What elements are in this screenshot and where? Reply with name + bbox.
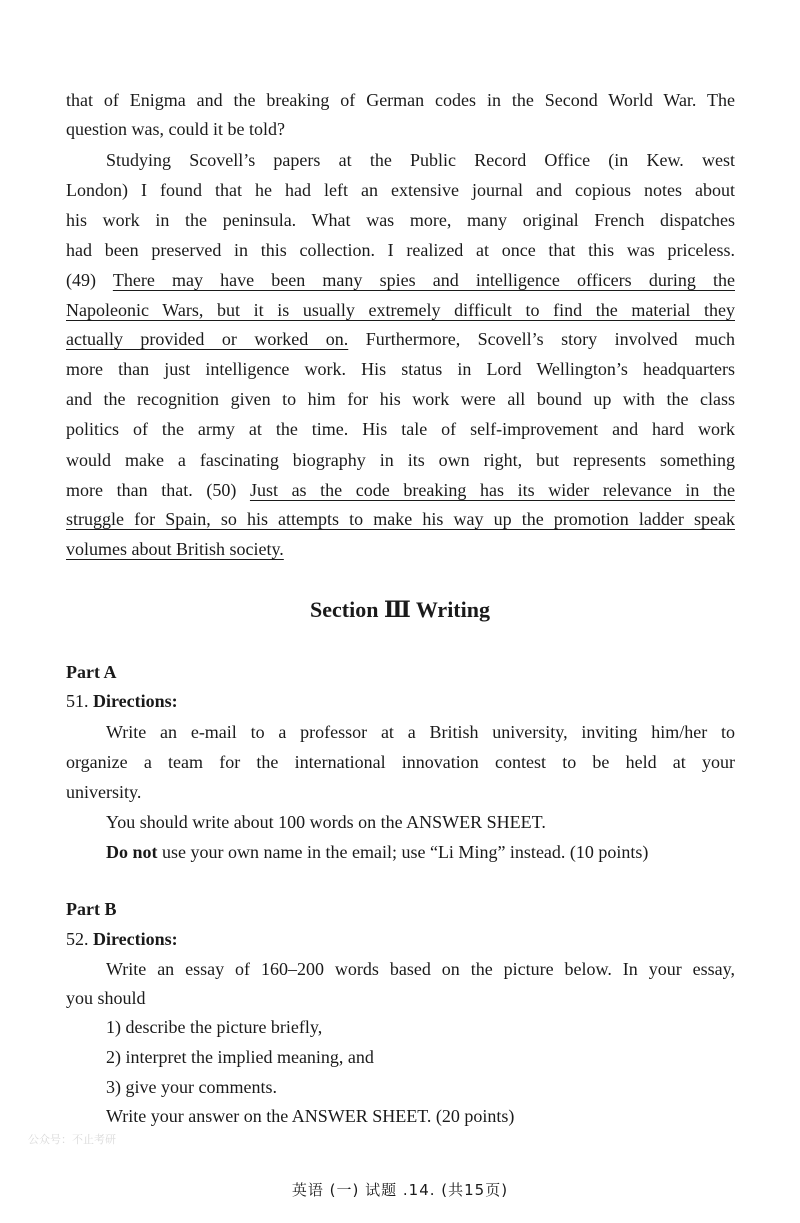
translation-49-line-3: actually provided or worked on. <box>66 329 349 349</box>
page-footer: 英语 (一) 试题 .14. (共15页) <box>291 1181 509 1199</box>
question-52-line-2: you should <box>66 988 146 1008</box>
question-52-item-2: 2) interpret the implied meaning, and <box>106 1047 374 1067</box>
passage-line-1: that of Enigma and the breaking of German codes in the Second World War. The <box>66 90 735 110</box>
translation-49-underlined: There may have been many spies and intelligence officers during the <box>112 270 735 290</box>
question-52-line-3: Write your answer on the ANSWER SHEET. (20 points) <box>106 1106 515 1126</box>
part-b-label: Part B <box>66 899 117 919</box>
question-52-directions-label: Directions: <box>93 929 178 949</box>
passage-line-3: Studying Scovell’s papers at the Public Record Office (in Kew. west <box>106 150 735 170</box>
question-52-line-1: Write an essay of 160–200 words based on the picture below. In your essay, <box>106 959 735 979</box>
watermark: 公众号：不止考研 <box>28 1133 116 1146</box>
question-49-number: (49) <box>66 270 96 290</box>
question-51-line-2: organize a team for the international innovation contest to be held at your <box>66 752 735 772</box>
section-title: Section Ⅲ Writing <box>310 597 490 622</box>
passage-line-5: his work in the peninsula. What was more, many original French dispatches <box>66 210 735 230</box>
do-not-emphasis: Do not <box>106 842 158 862</box>
passage-line-11: and the recognition given to him for his work were all bound up with the class <box>66 389 735 409</box>
passage-line-4: London) I found that he had left an extensive journal and copious notes about <box>66 180 735 200</box>
passage-line-14 <box>66 479 735 501</box>
passage-line-13: would make a fascinating biography in its own right, but represents something <box>66 450 735 470</box>
question-52-number: 52. <box>66 929 89 949</box>
question-51-line-3: university. <box>66 782 142 802</box>
question-51-line-5-rest: use your own name in the email; use “Li Ming” instead. (10 points) <box>162 842 649 862</box>
question-52-item-1: 1) describe the picture briefly, <box>106 1017 323 1037</box>
translation-50-line-3: volumes about British society. <box>66 539 284 559</box>
part-a-label: Part A <box>66 662 117 682</box>
passage-line-10: more than just intelligence work. His status in Lord Wellington’s headquarters <box>66 359 735 379</box>
question-52-item-3: 3) give your comments. <box>106 1077 277 1097</box>
passage-line-7 <box>66 269 735 291</box>
passage-line-9-rest: Furthermore, Scovell’s story involved much <box>365 329 736 349</box>
translation-49-line-2: Napoleonic Wars, but it is usually extremely difficult to find the material they <box>66 300 735 320</box>
question-51-directions-label: Directions: <box>93 691 178 711</box>
question-52-heading <box>66 928 735 950</box>
translation-50-line-2: struggle for Spain, so his attempts to make his way up the promotion ladder speak <box>66 509 735 529</box>
passage-line-9 <box>66 328 735 350</box>
passage-line-6: had been preserved in this collection. I realized at once that this was priceless. <box>66 240 735 260</box>
passage-line-2: question was, could it be told? <box>66 119 285 139</box>
question-51-line-5 <box>106 841 735 863</box>
question-51-heading <box>66 690 735 712</box>
question-50-prefix: more than that. (50) <box>66 480 237 500</box>
passage-line-12: politics of the army at the time. His tale of self-improvement and hard work <box>66 419 735 439</box>
translation-50-underlined: Just as the code breaking has its wider relevance in the <box>249 480 735 500</box>
question-51-line-4: You should write about 100 words on the ANSWER SHEET. <box>106 812 546 832</box>
question-51-number: 51. <box>66 691 89 711</box>
question-51-line-1: Write an e-mail to a professor at a British university, inviting him/her to <box>106 722 735 742</box>
